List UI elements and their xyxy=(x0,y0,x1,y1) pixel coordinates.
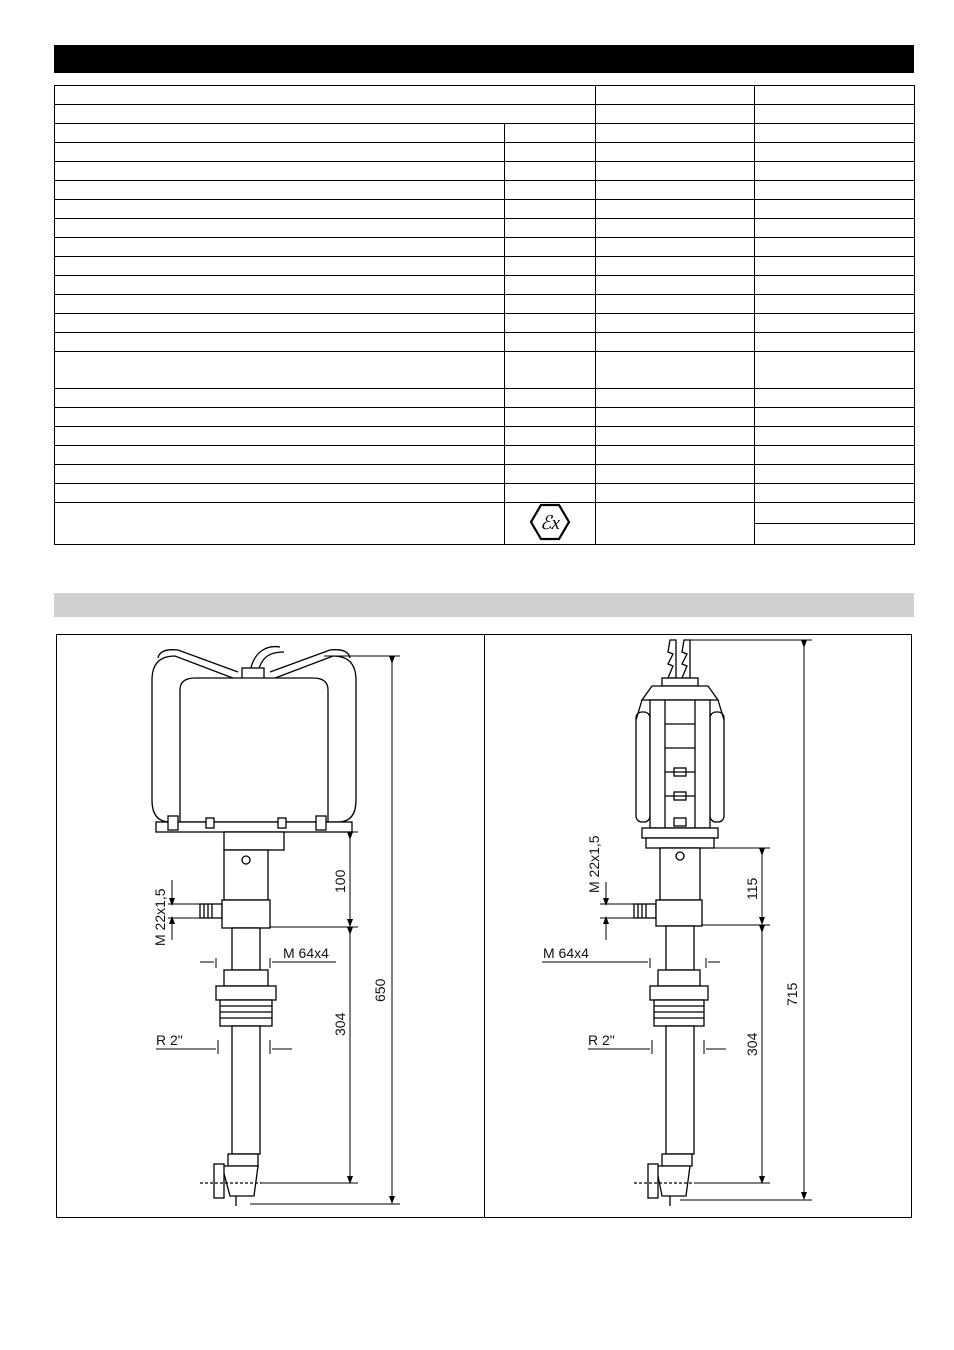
label-m22-right: M 22x1,5 xyxy=(586,835,602,893)
label-m22-left: M 22x1,5 xyxy=(152,888,168,946)
pump-drawing-right xyxy=(634,640,724,1206)
label-304-right: 304 xyxy=(744,1032,760,1056)
label-m64-left: M 64x4 xyxy=(283,945,329,961)
label-115-right: 115 xyxy=(744,877,760,900)
pump-drawing-left xyxy=(152,647,356,1206)
label-304-left: 304 xyxy=(332,1012,348,1036)
label-r2-left: R 2" xyxy=(156,1032,183,1048)
label-715-right: 715 xyxy=(784,982,800,1006)
label-650-left: 650 xyxy=(372,978,388,1002)
label-r2-right: R 2" xyxy=(588,1032,615,1048)
label-m64-right: M 64x4 xyxy=(543,945,589,961)
svg-text:ℰx: ℰx xyxy=(540,513,560,534)
label-100-left: 100 xyxy=(332,869,348,893)
